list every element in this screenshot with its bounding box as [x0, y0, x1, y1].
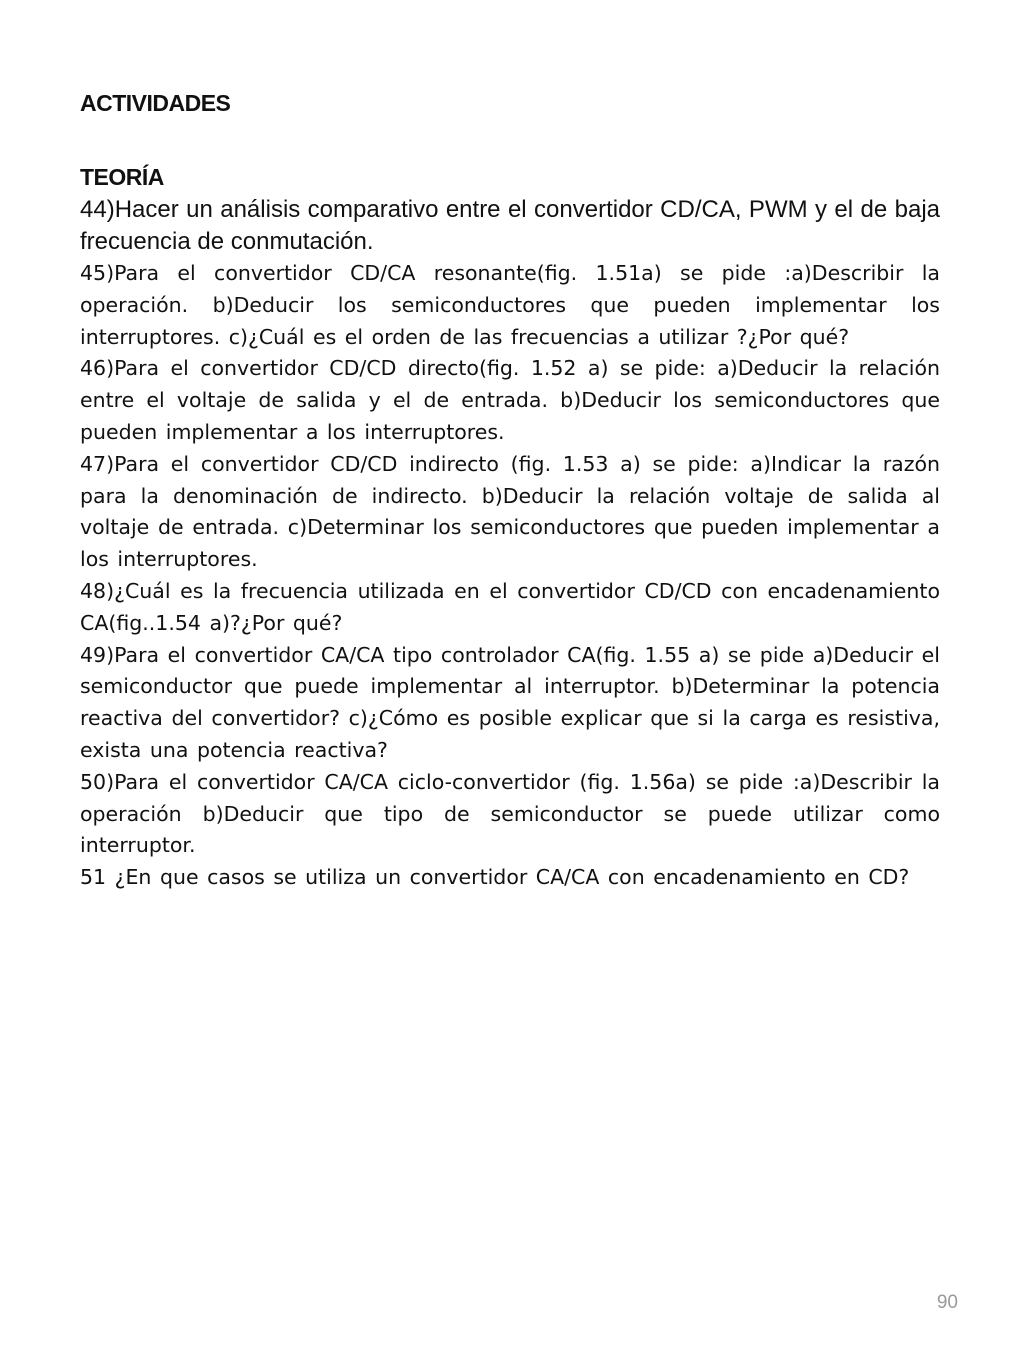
question-50: 50)Para el convertidor CA/CA ciclo-convertidor (fig. 1.56a) se pide :a)Describir la operación b)Deducir que tipo de semiconductor se puede utilizar como interruptor. — [80, 769, 940, 858]
theory-heading: TEORÍA — [80, 164, 164, 190]
document-page — [80, 86, 940, 894]
activities-heading: ACTIVIDADES — [80, 90, 231, 116]
question-49: 49)Para el convertidor CA/CA tipo controlador CA(fig. 1.55 a) se pide a)Deducir el semiconductor que puede implementar al interruptor. b)Determinar la potencia reactiva del convertidor? c)¿Cómo es posible explicar que si la carga es resistiva, exista una potencia reactiva? — [80, 642, 940, 762]
question-44: 44)Hacer un análisis comparativo entre el convertidor CD/CA, PWM y el de baja frecuencia de conmutación. — [80, 196, 940, 255]
page-number: 90 — [936, 1292, 958, 1313]
question-48: 48)¿Cuál es la frecuencia utilizada en el convertidor CD/CD con encadenamiento CA(fig..1.54 a)?¿Por qué? — [80, 578, 940, 635]
question-47: 47)Para el convertidor CD/CD indirecto (fig. 1.53 a) se pide: a)Indicar la razón para la denominación de indirecto. b)Deducir la relación voltaje de salida al voltaje de entrada. c)Determinar los semiconductores que pueden implementar a los interruptores. — [80, 451, 940, 572]
question-45: 45)Para el convertidor CD/CA resonante(fig. 1.51a) se pide :a)Describir la operación. b)Deducir los semiconductores que pueden implementar los interruptores. c)¿Cuál es el orden de las frecuencias a utilizar ?¿Por qué? — [80, 261, 940, 349]
question-51: 51 ¿En que casos se utiliza un convertidor CA/CA con encadenamiento en CD? — [80, 865, 910, 890]
question-46: 46)Para el convertidor CD/CD directo(fig. 1.52 a) se pide: a)Deducir la relación entre el voltaje de salida y el de entrada. b)Deducir los semiconductores que pueden implementar a los interruptores. — [80, 356, 940, 444]
